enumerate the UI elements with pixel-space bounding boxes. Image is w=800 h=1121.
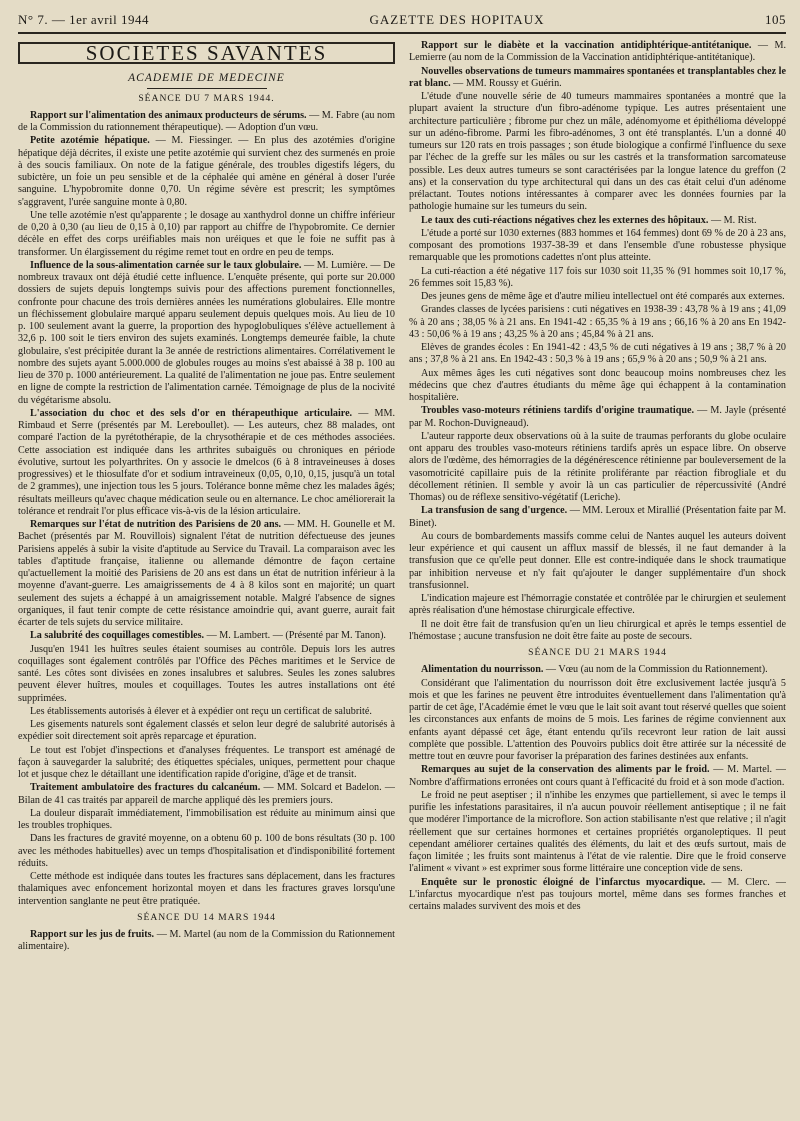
left-articles-after bbox=[18, 929, 395, 954]
article-title: Remarques au sujet de la conservation des aliments par le froid. bbox=[421, 764, 710, 776]
article-text: L'auteur rapporte deux observations où à la suite de traumas perforants du globe oculaire ont apparu des troubles vaso-moteurs rétiniens tardifs après un espace libre. On observe alors de l'œdème, des hémorragies de la dégénérescence rétinienne par bouleversement de la vasomotricité capillaire puis de la rétinite proliférante par réaction fibrogliale et du décollement rétinien. Il semble y avoir là un cas particulier de répercussivité (André Thomas) ou de réflexe sensitivo-végétatif (Leriche). bbox=[409, 430, 786, 503]
article-paragraph bbox=[18, 519, 395, 629]
article-text: Dans les fractures de gravité moyenne, on a obtenu 60 p. 100 de bons résultats (30 p. 100 avec les méthodes habituelles) avec un temps d'hospitalisation et d'indisponibilité fortement réduits. bbox=[18, 833, 395, 869]
journal-title: GAZETTE DES HOPITAUX bbox=[369, 12, 545, 27]
article-text: — M. Lemierre (au nom de la Commission de la Vaccination antidiphtérique-antitétanique). bbox=[409, 40, 786, 64]
article-paragraph bbox=[409, 505, 786, 530]
article-title: Nouvelles observations de tumeurs mammaires spontanées et transplantables chez le rat blanc. bbox=[409, 65, 786, 89]
article-text: — MM. Roussy et Guérin. bbox=[450, 77, 562, 89]
article-text: — MM. Leroux et Mirallié (Présentation faite par M. Binet). bbox=[409, 505, 786, 529]
body-paragraph bbox=[409, 790, 786, 876]
article-text: L'étude d'une nouvelle série de 40 tumeurs mammaires spontanées a montré que la plupart avaient la structure d'un fibro-adénome typique. Les autres présentaient une architecture particulière ; fibrome pur chez un mâle, adénomyome et épithélioma développé sur un adéno-fibrome. Parmi les fibro-adénomes, 3 ont été transplantés. L'un a donné 40 tumeurs sur 120 rats en trois passages ; son étude biologique a confirmé l'influence du sexe par l'échec de la greffe sur les mâles ou sur les castrés et la transformation sarcomateuse possible. Les deux autres tumeurs se sont caractérisées par la longue latence du greffon (2 ans) et la conservation du type architectural qui dans un des cas était celui d'un adénome prélactant. Toutes notions intéressantes à comparer avec les données fournies par la pathologie humaine sur les tumeurs du sein. bbox=[409, 91, 786, 213]
article-text: Elèves de grandes écoles : En 1941-42 : 43,5 % de cuti négatives à 19 ans ; 38,7 % à 20 ans ; 37,8 % à 21 ans. En 1942-43 : 50,3 % à 19 ans ; 65,9 % à 20 ans ; 50,9 % à 21 ans. bbox=[409, 342, 786, 366]
article-paragraph bbox=[409, 215, 786, 227]
article-text: La douleur disparaît immédiatement, l'immobilisation est réduite au minimum ainsi que les troubles trophiques. bbox=[18, 807, 395, 831]
article-text: Des jeunes gens de même âge et d'autre milieu intellectuel ont été comparés aux externes. bbox=[421, 291, 785, 302]
article-text: Au cours de bombardements massifs comme celui de Nantes auquel les auteurs doivent leur expérience et qui causent un afflux massif de blessés, il ne faut demander à la transfusion que ce qu'elle peut donner. Elle est contre-indiquée dans le shock traumatique par inhibition nerveuse et n'y fait qu'ajouter le danger supplémentaire d'un shock transfusionnel. bbox=[409, 530, 786, 591]
issue-date: N° 7. — 1er avril 1944 bbox=[18, 12, 150, 27]
article-text: Jusqu'en 1941 les huîtres seules étaient soumises au contrôle. Depuis lors les autres coquillages sont également contrôlés par l'Office des Pêches maritimes et le Service de santé. Les côtes sont divisées en zones insalubres et salubres. Seules les zones salubres peuvent élever huîtres, moules et coquillages. Toutes les autres installations ont été supprimées. bbox=[18, 643, 395, 704]
article-title: Rapport sur l'alimentation des animaux producteurs de sérums. bbox=[30, 109, 307, 121]
article-paragraph bbox=[409, 66, 786, 91]
article-text: Le froid ne peut aseptiser ; il n'inhibe les enzymes que partiellement, si avec le temps il purifie les infestations parasitaires, il n'a aucun pouvoir réellement antiseptique ; il ne fait que modérer l'importance de la microflore. Son action stabilisante n'est que relative ; il n'agit réellement que sur certaines hormones et certaines propriétés organoleptiques. Il peut cependant améliorer certaines qualités des éléments, du lait et des œufs surtout, mais de façon limitée ; les fruits sont maintenus à l'état de vie ralentie. Dire que le froid conserve l'aliment « vivant » est exprimer sous forme littéraire une conception vide de sens. bbox=[409, 789, 786, 875]
body-paragraph bbox=[18, 706, 395, 718]
article-title: Le taux des cuti-réactions négatives chez les externes des hôpitaux. bbox=[421, 214, 709, 226]
article-title: Rapport sur les jus de fruits. bbox=[30, 929, 155, 940]
article-text: L'étude a porté sur 1030 externes (883 hommes et 164 femmes) dont 69 % de 20 à 23 ans, composant des promotions 1937-38-39 et dans l'ensemble d'une robustesse physique remarquable que les promotions cadettes n'ont plus atteinte. bbox=[409, 227, 786, 264]
body-paragraph bbox=[409, 531, 786, 592]
article-title: La salubrité des coquillages comestibles. bbox=[30, 630, 205, 642]
body-paragraph bbox=[18, 808, 395, 833]
article-text: — MM. H. Gounelle et M. Bachet (présentés par M. Rouvillois) signalent l'état de nutrition défectueuse des jeunes Parisiens appelés à subir la visite d'aptitude au Service du Travail. La comparaison avec les tables d'aptitude française, italienne ou allemande démontre de façon certaine qu'actuellement la moitié des Parisiens de 20 ans est dans un état de nutrition inférieur à la moyenne d'avant-guerre. Les amaigrissements de 4 à 8 kilos sont en majorité; un quart seulement des sujets a échappé à un amaigrissement notable. Malgré l'absence de signes organiques, il faut tenir compte de cette résistance amoindrie qui, avant guerre, aurait fait écarter de tels sujets du service militaire. bbox=[18, 519, 395, 628]
right-column bbox=[409, 40, 786, 1120]
article-title: Rapport sur le diabète et la vaccination antidiphtérique-antitétanique. bbox=[421, 40, 752, 51]
body-paragraph bbox=[18, 871, 395, 908]
article-paragraph bbox=[18, 408, 395, 518]
article-paragraph bbox=[409, 664, 786, 676]
body-paragraph bbox=[409, 342, 786, 367]
article-text: — M. Fabre (au nom de la Commission du rationnement thérapeutique). — Adoption d'un vœu. bbox=[18, 109, 395, 133]
article-paragraph bbox=[18, 135, 395, 209]
article-title: Alimentation du nourrisson. bbox=[421, 664, 544, 676]
article-title: La transfusion de sang d'urgence. bbox=[421, 505, 568, 517]
body-paragraph bbox=[409, 228, 786, 265]
article-text: Grandes classes de lycées parisiens : cuti négatives en 1938-39 : 43,78 % à 19 ans ; 41,09 % à 20 ans ; 38,05 % à 21 ans. En 1941-42 : 65,35 % à 19 ans ; 66,16 % à 20 ans En 1942-43 : 50,06 % à 19 ans ; 43,25 % à 20 ans ; 45,84 % à 21 ans. bbox=[409, 304, 786, 340]
article-text: L'indication majeure est l'hémorragie constatée et contrôlée par le chirurgien et seulement après réalisation d'une hémostase chirurgicale effective. bbox=[409, 593, 786, 617]
right-articles-after bbox=[409, 664, 786, 913]
article-paragraph bbox=[18, 630, 395, 642]
article-text: — M. Lambert. — (Présenté par M. Tanon). bbox=[204, 630, 386, 642]
right-articles bbox=[409, 40, 786, 643]
article-text: — M. Martel. — Nombre d'affirmations erronées ont cours quant à l'efficacité du froid et à son mode d'action. bbox=[409, 764, 786, 788]
article-text: — M. Rist. bbox=[708, 214, 757, 226]
article-paragraph bbox=[409, 764, 786, 789]
body-paragraph bbox=[409, 619, 786, 644]
body-paragraph bbox=[18, 210, 395, 259]
body-paragraph bbox=[409, 304, 786, 341]
body-paragraph bbox=[409, 431, 786, 505]
article-text: Il ne doit être fait de transfusion qu'en un lieu chirurgical et après le temps essentiel de l'hémostase ; aucune transfusion ne doit être faite au poste de secours. bbox=[409, 618, 786, 642]
article-paragraph bbox=[409, 877, 786, 914]
article-text: — Vœu (au nom de la Commission du Rationnement). bbox=[543, 664, 768, 676]
article-title: Enquête sur le pronostic éloigné de l'infarctus myocardique. bbox=[421, 876, 706, 888]
article-text: — M. Fiessinger. — En plus des azotémies d'origine hépatique déjà décrites, il existe une petite azotémie qui survient chez des surmenés en proie à des soucis familiaux. On note de la fatigue générale, des troubles digestifs légers, du subictère, un foie un peu sensible et de la céphalée qui amène en général à doser l'urée sanguine. L'hypobromite donne 0,70. Un régime sévère est prescrit; les symptômes s'aggravent, l'urée sanguine monte à 0,80. bbox=[18, 135, 395, 208]
left-articles bbox=[18, 110, 395, 908]
article-text: Les gisements naturels sont également classés et selon leur degré de salubrité autorisés à expédier soit directement soit après reparcage et épuration. bbox=[18, 719, 395, 743]
session-heading: SÉANCE DU 21 MARS 1944 bbox=[528, 647, 667, 658]
page-number: 105 bbox=[765, 12, 786, 27]
article-title: Petite azotémie hépatique. bbox=[30, 135, 150, 147]
session-heading: SÉANCE DU 7 MARS 1944. bbox=[138, 92, 275, 104]
article-text: — M. Martel (au nom de la Commission du Rationnement alimentaire). bbox=[18, 929, 395, 953]
article-text: Aux mêmes âges les cuti négatives sont donc beaucoup moins nombreuses chez les médecins que chez d'autres étudiants du même âge qui échappent à la contamination hospitalière. bbox=[409, 367, 786, 403]
body-paragraph bbox=[18, 745, 395, 782]
header-rule bbox=[18, 32, 786, 34]
article-title: Remarques sur l'état de nutrition des Parisiens de 20 ans. bbox=[30, 519, 282, 530]
article-text: — M. Clerc. — L'infarctus myocardique n'est pas toujours mortel, même dans ses formes franches et certains malades survivent des mois et des bbox=[409, 876, 786, 912]
article-text: — M. Jayle (présenté par M. Rochon-Duvigneaud). bbox=[409, 405, 786, 429]
page-header bbox=[18, 12, 786, 28]
article-text: Une telle azotémie n'est qu'apparente ; le dosage au xanthydrol donne un chiffre inférieur de 0,20 à 0,30 (au lieu de 0,15 à 0,10) par rapport au chiffre de l'hypobromite. Ce dernier décèle en effet des corps uréifiables mais non uréiques et que le foie ne suffit pas à transformer. Un élargissement du régime remet tout en ordre en peu de temps. bbox=[18, 209, 395, 258]
article-title: Troubles vaso-moteurs rétiniens tardifs d'origine traumatique. bbox=[421, 405, 695, 417]
article-text: Considérant que l'alimentation du nourrisson doit être exclusivement lactée jusqu'à 5 mois et que les farines ne peuvent être introduites éventuellement dans l'alimentation qu'à partir de cet âge, l'Académie émet le vœu que le lait soit avant tout réservé quelles que soient les circonstances aux enfants de moins de 5 mois. Les farines de régime conviennent aux enfants ayant dépassé cet âge, étant entendu qu'ils recevront leur ration de lait aussi complète que possible. L'attention des Pouvoirs publics doit être attirée sur la nécessité de mettre tout en œuvre pour favoriser la préparation des farines destinées aux enfants. bbox=[409, 677, 786, 762]
society-rule bbox=[147, 88, 267, 89]
body-paragraph bbox=[409, 266, 786, 291]
article-paragraph bbox=[18, 929, 395, 954]
section-banner: SOCIETES SAVANTES bbox=[18, 42, 395, 64]
article-text: Cette méthode est indiquée dans toutes les fractures sans déplacement, dans les fractures thalamiques avec enfoncement horizontal moyen et dans les fractures graves lorsqu'une intervention sanglante ne peut être pratiquée. bbox=[18, 871, 395, 907]
article-title: Traitement ambulatoire des fractures du calcanéum. bbox=[30, 782, 261, 794]
body-paragraph bbox=[409, 593, 786, 618]
article-text: — MM. Rimbaud et Serre (présentés par M. Lereboullet). — Les auteurs, chez 88 malades, ont comparé l'action de la pyrétothérapie, de la chrysothérapie et de ces méthodes associées. Cette association est indiquée dans les arthrites subaiguës ou chroniques en période évolutive, surtout les polyarthrites. On y associe le dmelcos (6 à 8 intraveineuses à doses progressives) et le thiosulfate d'or et sodium intraveineux (0,05, 0,10, 0,15, jusqu'à un total de 2 grammes), une injection tous les 5 jours. Tolérance bonne même chez les malades âgés; résultats meilleurs qu'avec chaque médication seule ou en alternance. Le choc améliorerait la tolérance et rendrait l'or plus efficace vis-à-vis de la lésion articulaire. bbox=[18, 407, 395, 517]
article-paragraph bbox=[18, 260, 395, 407]
body-paragraph bbox=[18, 719, 395, 744]
body-paragraph bbox=[409, 368, 786, 405]
society-heading: ACADEMIE DE MEDECINE bbox=[128, 72, 285, 85]
body-paragraph bbox=[409, 91, 786, 214]
article-paragraph bbox=[409, 405, 786, 430]
article-text: — MM. Solcard et Badelon. — Bilan de 41 cas traités par appareil de marche appliqué dès les premiers jours. bbox=[18, 782, 395, 806]
session-heading: SÉANCE DU 14 MARS 1944 bbox=[137, 911, 276, 923]
article-paragraph bbox=[18, 110, 395, 135]
article-text: Le tout est l'objet d'inspections et d'analyses fréquentes. Le transport est aménagé de façon à sauvegarder la salubrité; des étiquettes spéciales, uniques, permettent pour chaque lot et jusque chez le détaillant une identification rapide d'origine, d'âge et de transit. bbox=[18, 744, 395, 780]
body-paragraph bbox=[409, 678, 786, 764]
left-column bbox=[18, 40, 395, 1120]
body-paragraph bbox=[18, 644, 395, 705]
article-paragraph bbox=[409, 40, 786, 65]
article-text: — M. Lumière. — De nombreux travaux ont déjà étudié cette influence. L'enquête présente, qui porte sur 20.000 dossiers de sujets depuis longtemps suivis pour des affections purement fonctionnelles, confronte pour chacune des trois dernières années les numérations globulaires. Elle montre un fléchissement globulaire marqué apparu seulement depuis quelques mois. Au lieu de 10 p. 100 seulement avant la guerre, la proportion des hypoglobuliques s'élève actuellement à 32,6 p. 100 soit le tiers environ des sujets examinés. Longtemps demeurée faible, la chute globulaire, s'est précipitée durant la 3e année de restrictions alimentaires. Corrélativement le nombre des sujets ayant 5.000.000 de globules rouges au moins s'est abaissé à 38 p. 100 au lieu de 370 p. 1000 antérieurement. La qualité de l'alimentation ne joue pas. Entre seulement en ligne de compte la restriction de l'alimentation carnée. Témoignage de plus de la nocivité du végétarisme absolu. bbox=[18, 259, 395, 406]
article-title: L'association du choc et des sels d'or en thérapeuthique articulaire. bbox=[30, 407, 353, 419]
article-text: Les établissements autorisés à élever et à expédier ont reçu un certificat de salubrité. bbox=[30, 705, 372, 717]
body-paragraph bbox=[18, 833, 395, 870]
article-title: Influence de la sous-alimentation carnée sur le taux globulaire. bbox=[30, 259, 302, 271]
article-paragraph bbox=[18, 782, 395, 807]
body-paragraph bbox=[409, 291, 786, 303]
article-text: La cuti-réaction a été négative 117 fois sur 1030 soit 11,35 % (91 hommes soit 10,17 %, 26 femmes soit 15,83 %). bbox=[409, 265, 786, 289]
